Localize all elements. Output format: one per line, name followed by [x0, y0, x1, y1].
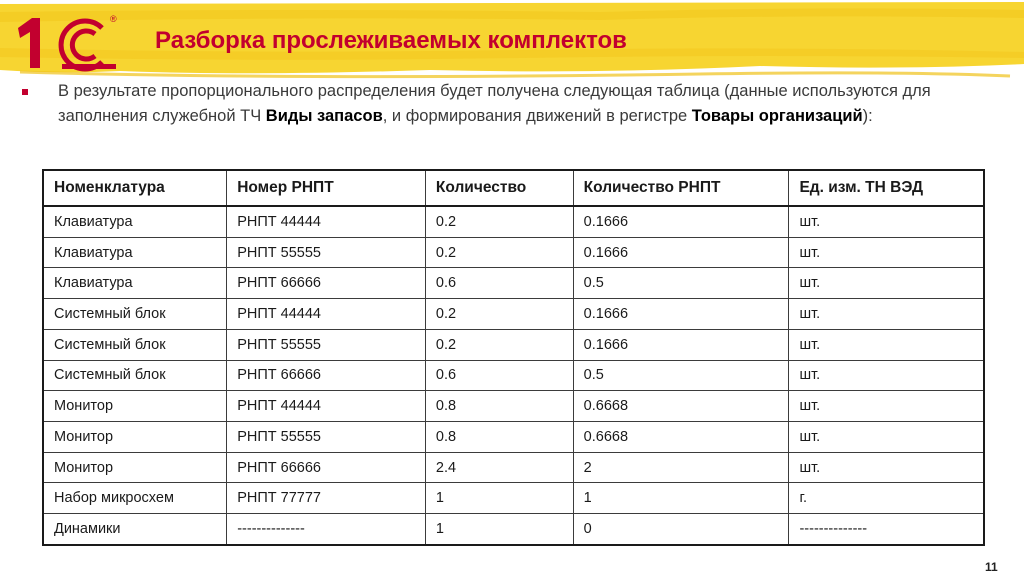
cell-nomenclature: Системный блок	[43, 329, 227, 360]
header-rnpt-number: Номер РНПТ	[227, 170, 426, 206]
table-header-row	[43, 170, 984, 206]
cell-unit: шт.	[789, 237, 984, 268]
cell-unit: г.	[789, 483, 984, 514]
cell-rnpt-number: РНПТ 44444	[227, 206, 426, 237]
cell-nomenclature: Динамики	[43, 514, 227, 545]
table-row	[43, 268, 984, 299]
cell-rnpt-quantity: 0.1666	[573, 329, 789, 360]
header-rnpt-quantity: Количество РНПТ	[573, 170, 789, 206]
cell-rnpt-quantity: 0.6668	[573, 422, 789, 453]
table-row	[43, 452, 984, 483]
cell-quantity: 0.2	[425, 206, 573, 237]
table-row	[43, 299, 984, 330]
table-row	[43, 422, 984, 453]
cell-rnpt-number: РНПТ 77777	[227, 483, 426, 514]
cell-nomenclature: Монитор	[43, 422, 227, 453]
cell-unit: шт.	[789, 329, 984, 360]
cell-rnpt-number: РНПТ 66666	[227, 452, 426, 483]
cell-unit: шт.	[789, 299, 984, 330]
cell-rnpt-number: РНПТ 66666	[227, 268, 426, 299]
table-body	[43, 206, 984, 545]
cell-rnpt-number: --------------	[227, 514, 426, 545]
cell-rnpt-number: РНПТ 66666	[227, 360, 426, 391]
cell-unit: шт.	[789, 206, 984, 237]
cell-unit: шт.	[789, 268, 984, 299]
bullet-marker	[22, 89, 28, 95]
cell-quantity: 0.2	[425, 237, 573, 268]
table-row	[43, 483, 984, 514]
cell-rnpt-number: РНПТ 55555	[227, 237, 426, 268]
table-row	[43, 237, 984, 268]
cell-rnpt-quantity: 0	[573, 514, 789, 545]
intro-paragraph	[58, 79, 1008, 128]
table-row	[43, 514, 984, 545]
cell-rnpt-quantity: 0.1666	[573, 237, 789, 268]
table-row	[43, 391, 984, 422]
cell-quantity: 0.2	[425, 329, 573, 360]
header-unit: Ед. изм. ТН ВЭД	[789, 170, 984, 206]
header-nomenclature: Номенклатура	[43, 170, 227, 206]
cell-rnpt-quantity: 0.1666	[573, 206, 789, 237]
cell-quantity: 0.8	[425, 422, 573, 453]
cell-rnpt-quantity: 2	[573, 452, 789, 483]
intro-bold-org-goods: Товары организаций	[691, 106, 863, 125]
cell-quantity: 1	[425, 483, 573, 514]
cell-nomenclature: Набор микросхем	[43, 483, 227, 514]
svg-text:®: ®	[110, 14, 117, 24]
cell-rnpt-quantity: 1	[573, 483, 789, 514]
cell-quantity: 0.2	[425, 299, 573, 330]
intro-text-part1: В результате пропорционального распределения будет получена следующая таблица (данные используются для заполнения служебной ТЧ	[58, 82, 931, 125]
cell-unit: --------------	[789, 514, 984, 545]
slide-title: Разборка прослеживаемых комплектов	[155, 27, 627, 54]
cell-rnpt-quantity: 0.5	[573, 268, 789, 299]
cell-quantity: 0.8	[425, 391, 573, 422]
cell-rnpt-number: РНПТ 44444	[227, 299, 426, 330]
page-number: 11	[985, 560, 998, 574]
table-row	[43, 360, 984, 391]
cell-rnpt-quantity: 0.1666	[573, 299, 789, 330]
intro-bold-inventory-types: Виды запасов	[265, 106, 383, 125]
cell-nomenclature: Монитор	[43, 391, 227, 422]
1c-logo	[10, 10, 130, 72]
rnpt-distribution-table	[42, 169, 985, 546]
intro-text-part2: , и формирования движений в регистре	[382, 106, 692, 125]
intro-text-part3: ):	[862, 106, 873, 125]
cell-unit: шт.	[789, 360, 984, 391]
cell-rnpt-number: РНПТ 55555	[227, 422, 426, 453]
table-row	[43, 329, 984, 360]
cell-unit: шт.	[789, 391, 984, 422]
cell-unit: шт.	[789, 422, 984, 453]
cell-nomenclature: Системный блок	[43, 360, 227, 391]
header-quantity: Количество	[425, 170, 573, 206]
cell-quantity: 2.4	[425, 452, 573, 483]
cell-nomenclature: Монитор	[43, 452, 227, 483]
cell-rnpt-quantity: 0.6668	[573, 391, 789, 422]
cell-nomenclature: Клавиатура	[43, 237, 227, 268]
cell-quantity: 0.6	[425, 360, 573, 391]
cell-nomenclature: Системный блок	[43, 299, 227, 330]
cell-quantity: 0.6	[425, 268, 573, 299]
cell-nomenclature: Клавиатура	[43, 268, 227, 299]
cell-rnpt-number: РНПТ 44444	[227, 391, 426, 422]
cell-unit: шт.	[789, 452, 984, 483]
cell-rnpt-number: РНПТ 55555	[227, 329, 426, 360]
table-row	[43, 206, 984, 237]
cell-nomenclature: Клавиатура	[43, 206, 227, 237]
cell-quantity: 1	[425, 514, 573, 545]
cell-rnpt-quantity: 0.5	[573, 360, 789, 391]
